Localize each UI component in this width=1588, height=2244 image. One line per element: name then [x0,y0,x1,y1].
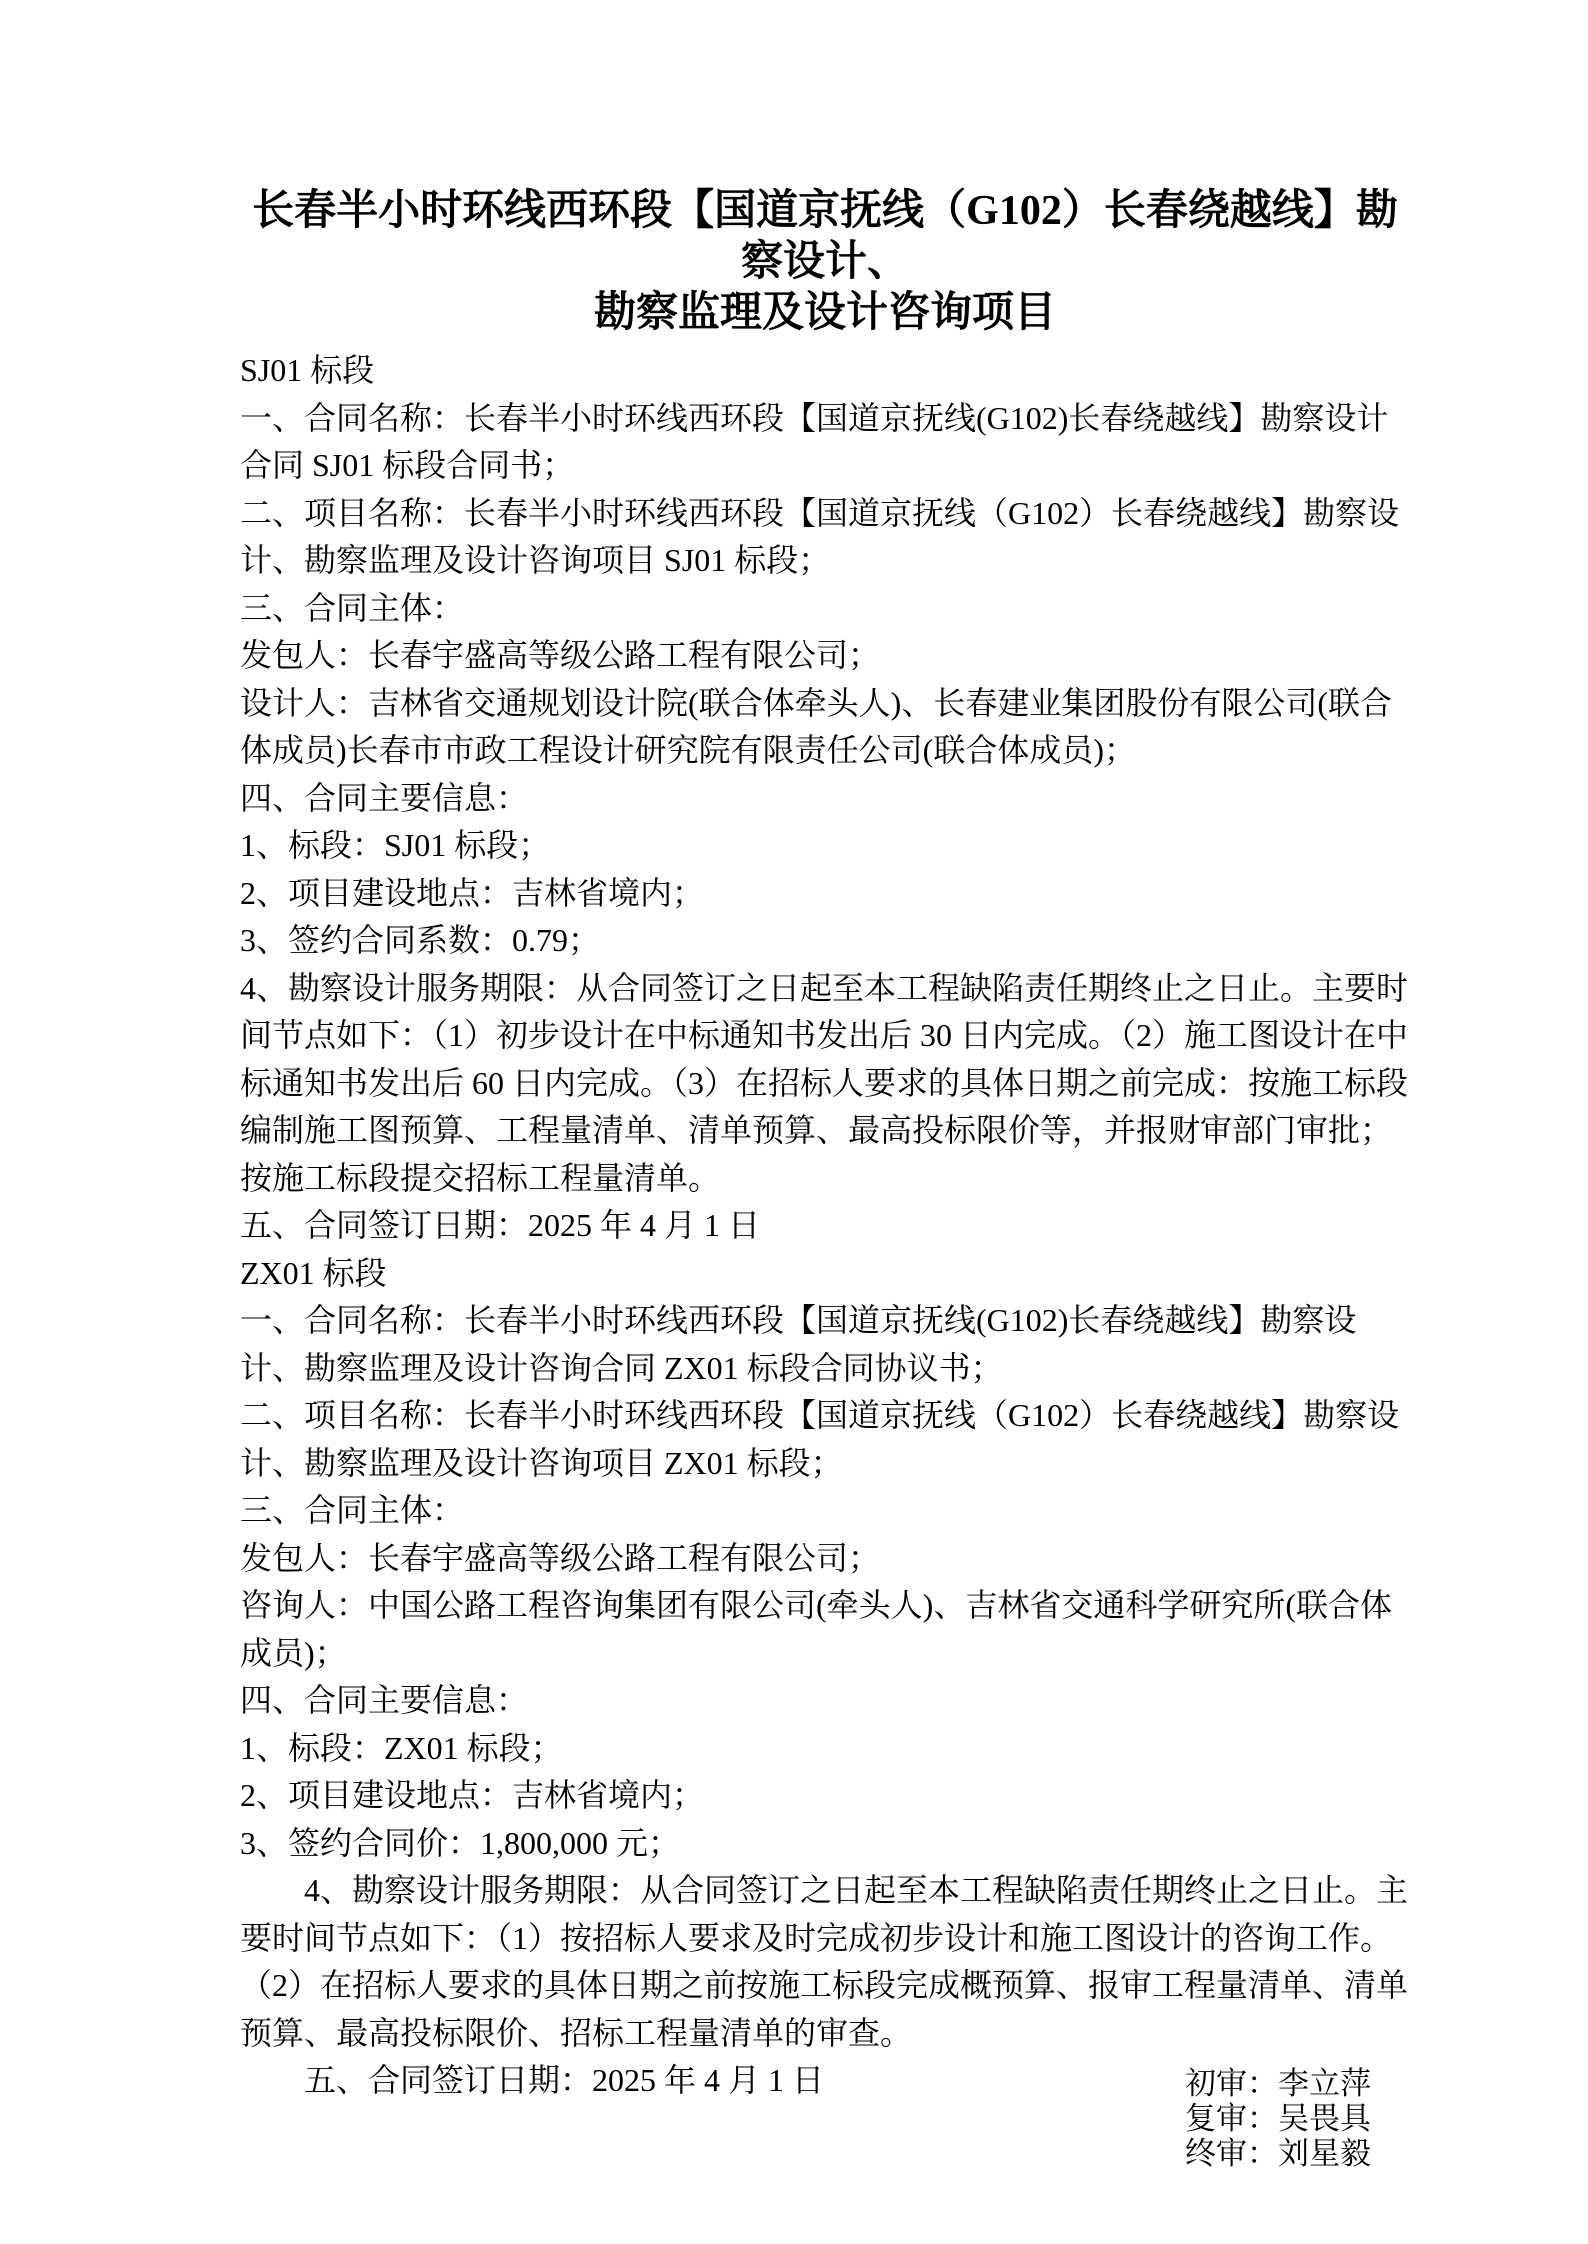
paragraph: 二、项目名称：长春半小时环线西环段【国道京抚线（G102）长春绕越线】勘察设计、勘察监理及设计咨询项目 SJ01 标段； [240,494,1400,578]
reviewer-line-final: 终审：刘星毅 [1185,2136,1371,2171]
document-title-line-2: 勘察监理及设计咨询项目 [593,290,1056,336]
document-title [240,186,1410,339]
paragraph: SJ01 标段 [240,352,375,388]
paragraph: 四、合同主要信息： [240,1682,529,1718]
paragraph: 一、合同名称：长春半小时环线西环段【国道京抚线(G102)长春绕越线】勘察设计合同 SJ01 标段合同书； [240,399,1389,483]
paragraph: 设计人：吉林省交通规划设计院(联合体牵头人)、长春建业集团股份有限公司(联合体成员)长春市市政工程设计研究院有限责任公司(联合体成员)； [240,684,1392,768]
document-content [240,186,1410,2105]
reviewer-block [1185,2066,1371,2171]
document-body [240,347,1410,2105]
paragraph: 1、标段：SJ01 标段； [240,827,551,863]
paragraph: 三、合同主体： [240,1492,465,1528]
paragraph: 3、签约合同系数：0.79； [240,922,601,958]
paragraph: 五、合同签订日期：2025 年 4 月 1 日 [304,2062,825,2098]
paragraph: 咨询人：中国公路工程咨询集团有限公司(牵头人)、吉林省交通科学研究所(联合体成员)； [240,1587,1392,1671]
reviewer-line-first: 初审：李立萍 [1185,2066,1371,2101]
document-title-line-1: 长春半小时环线西环段【国道京抚线（G102）长春绕越线】勘察设计、 [252,188,1398,285]
paragraph: 三、合同主体： [240,589,465,626]
paragraph: 二、项目名称：长春半小时环线西环段【国道京抚线（G102）长春绕越线】勘察设计、勘察监理及设计咨询项目 ZX01 标段； [240,1397,1400,1481]
reviewer-line-second: 复审：吴畏具 [1185,2101,1371,2136]
paragraph: 4、勘察设计服务期限：从合同签订之日起至本工程缺陷责任期终止之日止。主要时间节点如下：（1）按招标人要求及时完成初步设计和施工图设计的咨询工作。（2）在招标人要求的具体日期之前按施工标段完成概预算、报审工程量清单、清单预算、最高投标限价、招标工程量清单的审查。 [240,1872,1409,2051]
paragraph: 一、合同名称：长春半小时环线西环段【国道京抚线(G102)长春绕越线】勘察设计、勘察监理及设计咨询合同 ZX01 标段合同协议书； [240,1302,1357,1386]
paragraph: 4、勘察设计服务期限：从合同签订之日起至本工程缺陷责任期终止之日止。主要时间节点如下：（1）初步设计在中标通知书发出后 30 日内完成。（2）施工图设计在中标通知书发出后 60 日内完成。（3）在招标人要求的具体日期之前完成：按施工标段编制施工图预算、工程量清单、清单预算、最高投标限价等，并报财审部门审批；按施工标段提交招标工程量清单。 [240,969,1409,1196]
paragraph: 发包人：长春宇盛高等级公路工程有限公司； [240,637,881,673]
paragraph: 五、合同签订日期：2025 年 4 月 1 日 [240,1207,761,1243]
paragraph: 发包人：长春宇盛高等级公路工程有限公司； [240,1539,881,1576]
paragraph: 1、标段：ZX01 标段； [240,1729,563,1766]
paragraph: 2、项目建设地点：吉林省境内； [240,1777,705,1813]
paragraph: 2、项目建设地点：吉林省境内； [240,874,705,911]
paragraph: 3、签约合同价：1,800,000 元； [240,1824,681,1861]
paragraph: 四、合同主要信息： [240,779,529,816]
paragraph: ZX01 标段 [240,1254,387,1291]
